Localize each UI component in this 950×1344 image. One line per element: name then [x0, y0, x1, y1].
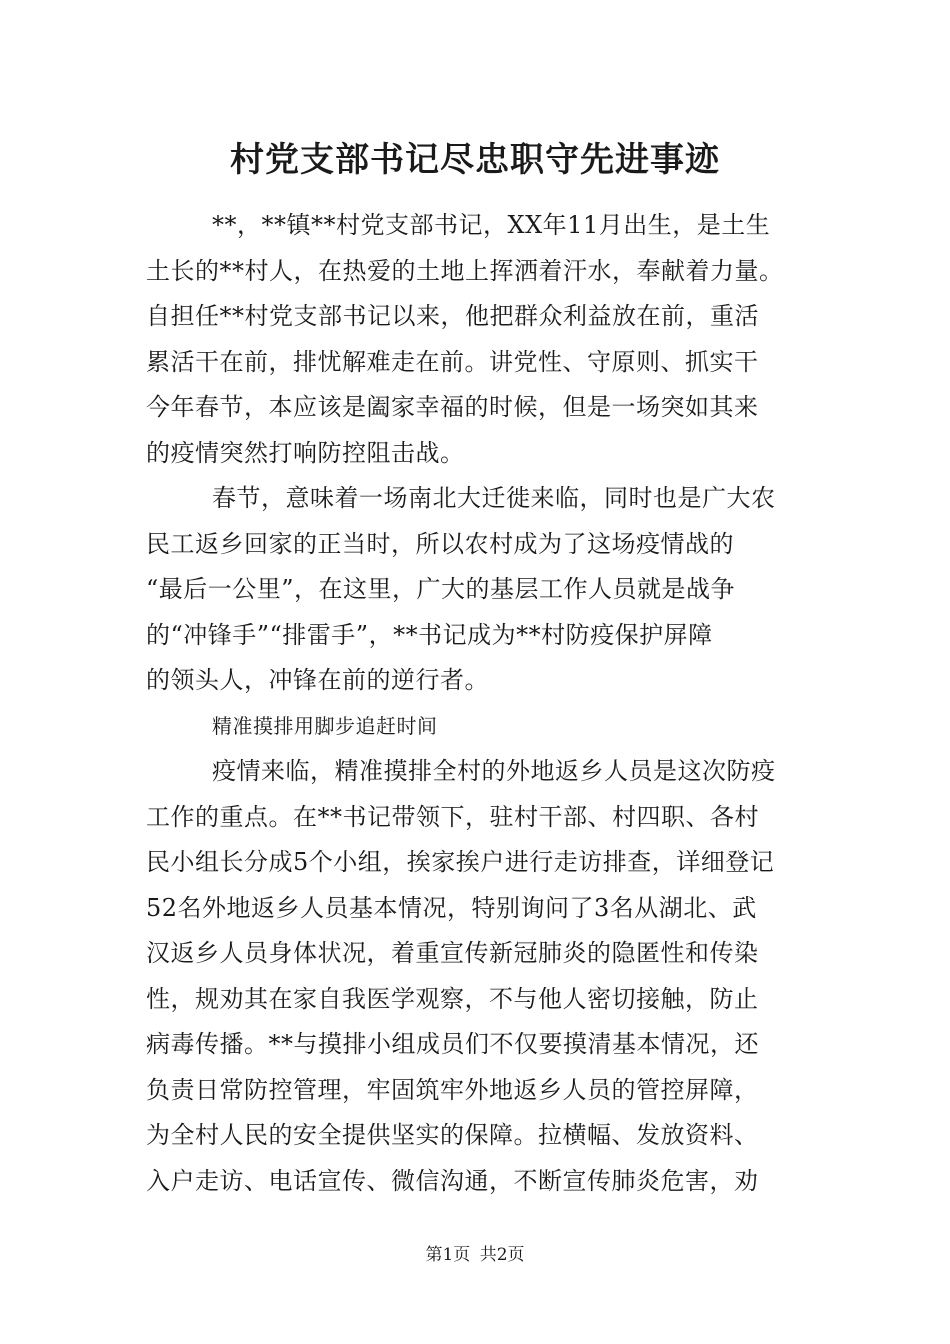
- text-line: 的疫情突然打响防控阻击战。: [146, 438, 465, 467]
- text-line: 为全村人民的安全提供坚实的保障。拉横幅、发放资料、: [146, 1121, 759, 1149]
- text-line: 民小组长分成5个小组，挨家挨户进行走访排查，详细登记: [146, 848, 775, 876]
- text-line: 入户走访、电话宣传、微信沟通，不断宣传肺炎危害，劝: [146, 1166, 759, 1195]
- text-line: 病毒传播。**与摸排小组成员们不仅要摸清基本情况，还: [146, 1030, 759, 1058]
- page-number: 第1页: [425, 1245, 471, 1265]
- text-line: 负责日常防控管理，牢固筑牢外地返乡人员的管控屏障，: [146, 1075, 759, 1104]
- section-heading: 精准摸排用脚步追赶时间: [212, 713, 438, 738]
- document-body: [146, 203, 814, 1204]
- text-line: 的领头人，冲锋在前的逆行者。: [146, 666, 489, 694]
- text-line: 民工返乡回家的正当时，所以农村成为了这场疫情战的: [146, 529, 734, 558]
- text-line: 工作的重点。在**书记带领下，驻村干部、村四职、各村: [146, 802, 759, 831]
- text-line: 汉返乡人员身体状况，着重宣传新冠肺炎的隐匿性和传染: [146, 939, 759, 967]
- text-line: 今年春节，本应该是阖家幸福的时候，但是一场突如其来: [146, 393, 759, 421]
- text-line: 自担任**村党支部书记以来，他把群众利益放在前，重活: [146, 302, 759, 330]
- text-line: **，**镇**村党支部书记，XX年11月出生，是土生: [212, 211, 771, 239]
- page-footer: [0, 1240, 950, 1265]
- text-line: 土长的**村人，在热爱的土地上挥洒着汗水，奉献着力量。: [146, 256, 784, 285]
- text-line: 的“冲锋手”“排雷手”，**书记成为**村防疫保护屏障: [146, 620, 713, 649]
- text-line: 春节，意味着一场南北大迁徙来临，同时也是广大农: [212, 484, 776, 512]
- text-line: 性，规劝其在家自我医学观察，不与他人密切接触，防止: [146, 984, 759, 1013]
- document-title: 村党支部书记尽忠职守先进事迹: [230, 140, 720, 180]
- text-line: “最后一公里”，在这里，广大的基层工作人员就是战争: [146, 575, 736, 603]
- text-line: 累活干在前，排忧解难走在前。讲党性、守原则、抓实干: [146, 347, 759, 376]
- text-line: 52名外地返乡人员基本情况，特别询问了3名从湖北、武: [146, 893, 757, 922]
- text-line: 疫情来临，精准摸排全村的外地返乡人员是这次防疫: [212, 757, 776, 785]
- page-total: 共2页: [479, 1245, 525, 1265]
